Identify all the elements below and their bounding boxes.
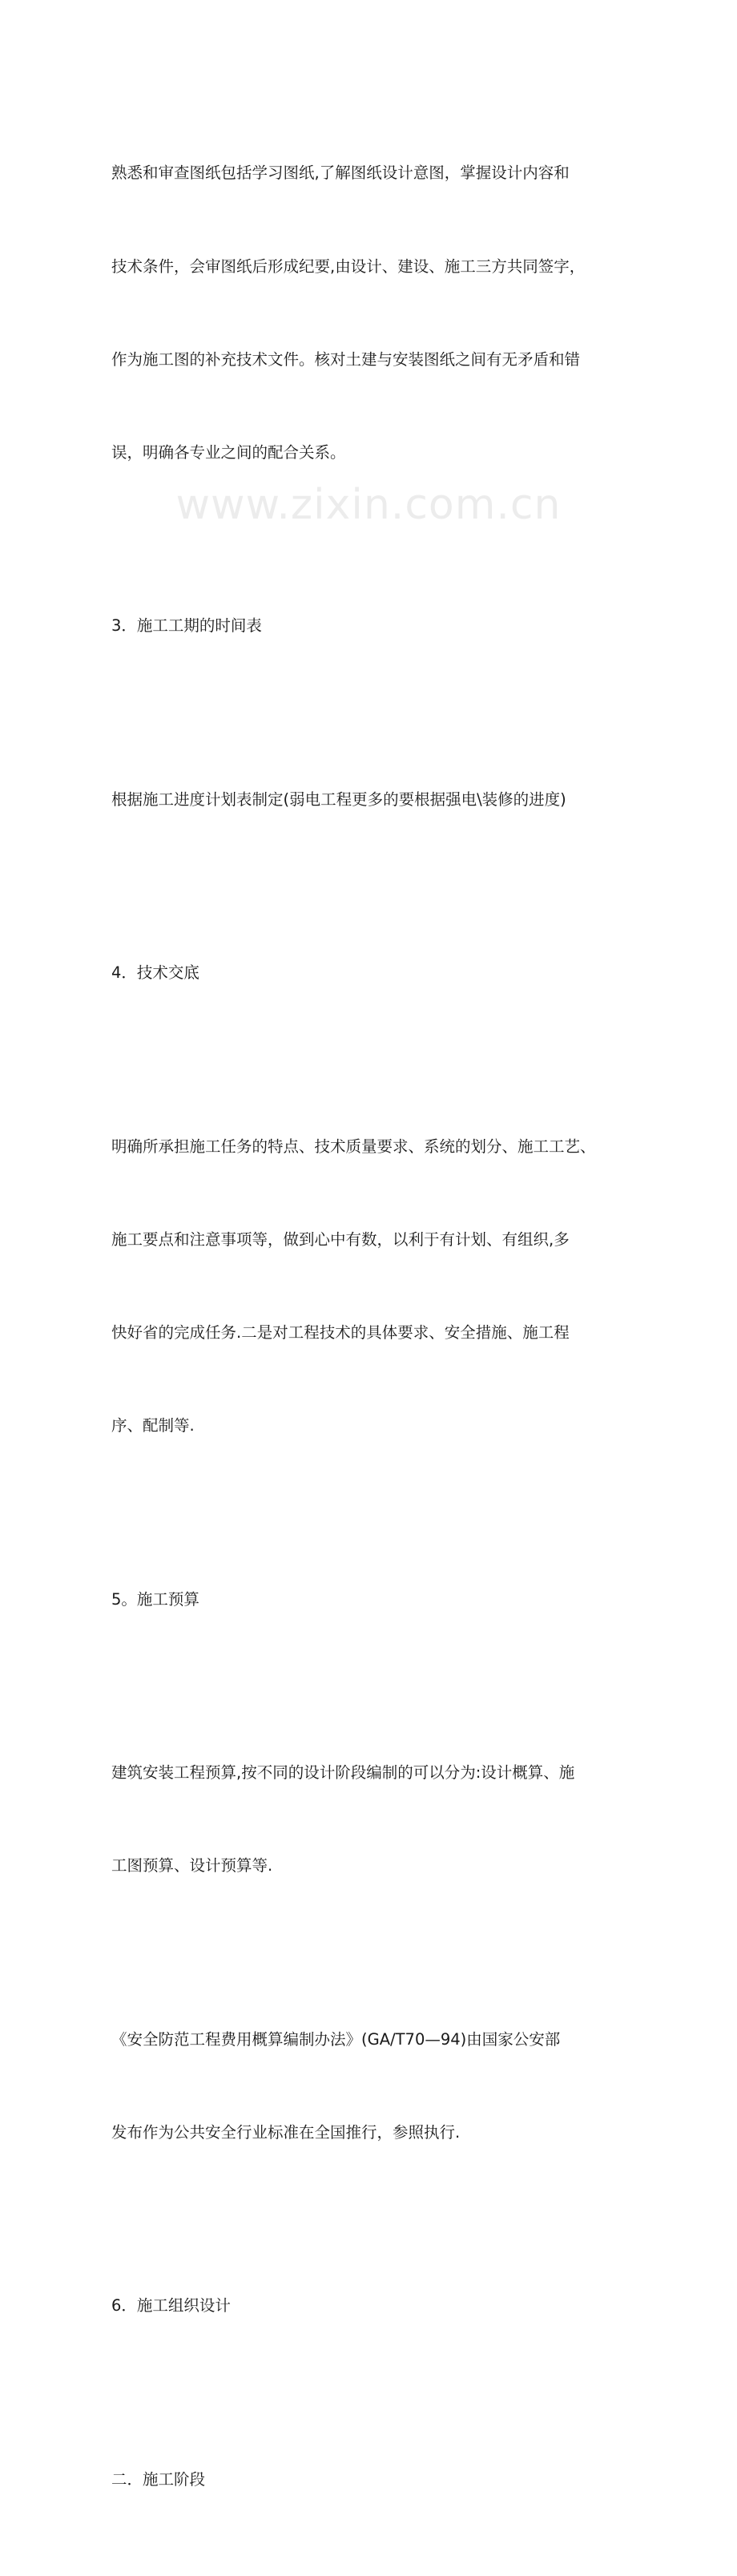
text-line: 6．施工组织设计 [111, 2296, 231, 2316]
paragraph-standard [111, 1962, 632, 2211]
text-line: 明确所承担施工任务的特点、技术质量要求、系统的划分、施工工艺、 [111, 1137, 596, 1156]
document-body [111, 96, 632, 2576]
text-line: 序、配制等. [111, 1416, 195, 1435]
heading-budget [111, 1522, 632, 1678]
text-line: 误，明确各专业之间的配合关系。 [111, 442, 346, 462]
paragraph-technical-briefing [111, 1069, 632, 1504]
text-line: 《安全防范工程费用概算编制办法》(GA/T70—94)由国家公安部 [111, 2029, 561, 2049]
paragraph-drawing-review [111, 96, 632, 531]
text-line: 建筑安装工程预算,按不同的设计阶段编制的可以分为:设计概算、施 [111, 1763, 575, 1783]
text-line: 施工要点和注意事项等，做到心中有数，以利于有计划、有组织,多 [111, 1229, 570, 1249]
text-line: 5。施工预算 [111, 1589, 199, 1609]
text-line: 发布作为公共安全行业标准在全国推行，参照执行. [111, 2122, 461, 2142]
heading-organization-design [111, 2229, 632, 2384]
text-line: 熟悉和审查图纸包括学习图纸,了解图纸设计意图，掌握设计内容和 [111, 164, 570, 183]
text-line: 快好省的完成任务.二是对工程技术的具体要求、安全措施、施工程 [111, 1323, 570, 1343]
text-line: 根据施工进度计划表制定(弱电工程更多的要根据强电\装修的进度) [111, 789, 566, 809]
text-line: 工图预算、设计预算等. [111, 1856, 273, 1875]
text-line: 技术条件，会审图纸后形成纪要,由设计、建设、施工三方共同签字， [111, 256, 586, 276]
text-line: 4．技术交底 [111, 963, 199, 983]
text-line: 3．施工工期的时间表 [111, 616, 262, 636]
paragraph-budget [111, 1696, 632, 1944]
text-line: 二．施工阶段 [111, 2469, 206, 2489]
watermark-text: www.zixin.com.cn [175, 481, 562, 529]
heading-construction-stage [111, 2403, 632, 2558]
text-line: 作为施工图的补充技术文件。核对土建与安装图纸之间有无矛盾和错 [111, 349, 581, 369]
paragraph-schedule [111, 722, 632, 878]
heading-schedule [111, 549, 632, 705]
heading-technical-briefing [111, 896, 632, 1052]
